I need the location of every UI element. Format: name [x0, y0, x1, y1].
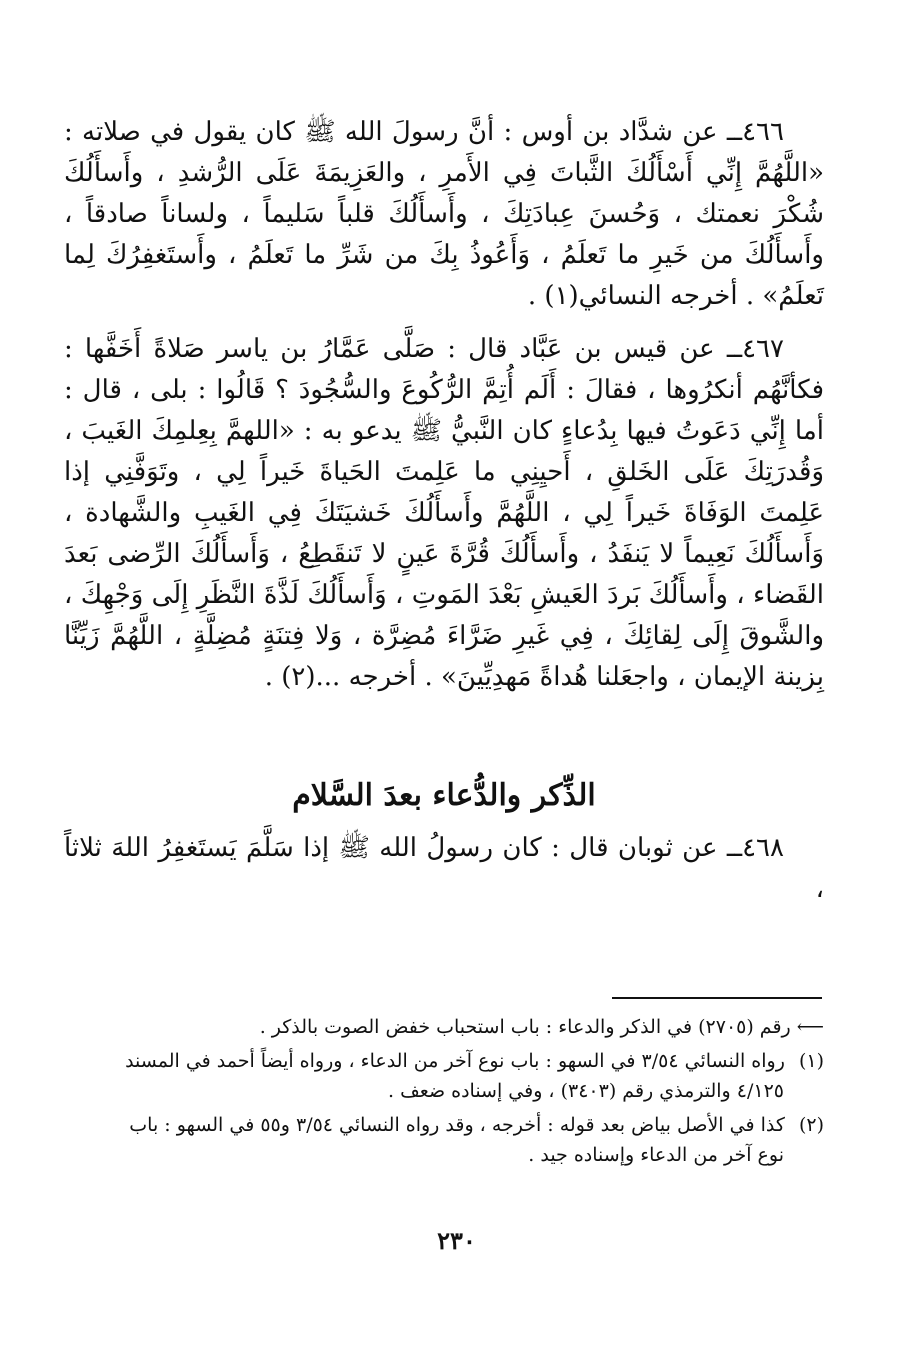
footnote-2-number: (٢) [798, 1114, 824, 1136]
page-body [64, 112, 824, 922]
hadith-466: ٤٦٦ــ عن شدَّاد بن أوس : أنَّ رسولَ الله ﷺ كان يقول في صلاته : «اللَّهُمَّ إِنِّي أَسْأَلُكَ الثَّباتَ فِي الأَمرِ ، والعَزِيمَةَ عَلَى الرُّشدِ ، وأَسأَلُكَ شُكْرَ نعمتك ، وَحُسنَ عِبادَتِكَ ، وأَسأَلُكَ قلباً سَليماً ، ولساناً صادقاً ، وأَسأَلُكَ من خَيرِ ما تَعلَمُ ، وَأَعُوذُ بِكَ من شَرِّ ما تَعلَمُ ، وأَستَغفِرُكَ لِما تَعلَمُ» . أخرجه النسائي(١) . [64, 117, 824, 311]
hadith-467: ٤٦٧ــ عن قيس بن عَبَّاد قال : صَلَّى عَمَّارُ بن ياسر صَلاةً أَخَفَّها : فكأنَّهُم أنكرُوها ، فقالَ : أَلَم أُتِمَّ الرُّكُوعَ والسُّجُودَ ؟ قَالُوا : بلى ، قال : أما إِنِّي دَعَوتُ فيها بِدُعاءٍ كان النَّبيُّ ﷺ يدعو به : «اللهمَّ بِعِلمِكَ الغَيبَ ، وَقُدرَتِكَ عَلَى الخَلقِ ، أَحيِنِي ما عَلِمتَ الحَياةَ خَيراً لِي ، وتَوَفَّنِي إذا عَلِمتَ الوَفَاةَ خَيراً لِي ، اللَّهُمَّ وأَسأَلُكَ خَشيَتَكَ فِي الغَيبِ والشَّهادة ، وَأَسأَلُكَ نَعِيماً لا يَنفَدُ ، وأَسأَلُكَ قُرَّةَ عَينٍ لا تَنقَطِعُ ، وَأَسأَلُكَ الرِّضى بَعدَ القَضاء ، وأَسأَلُكَ بَردَ العَيشِ بَعْدَ المَوتِ ، وَأَسأَلُكَ لَذَّةَ النَّظَرِ إِلَى وَجْهِكَ ، والشَّوقَ إِلَى لِقائِكَ ، فِي غَيرِ ضَرَّاءَ مُضِرَّة ، وَلا فِتنَةٍ مُضِلَّةٍ ، اللَّهُمَّ زَيِّنَّا بِزينة الإيمان ، واجعَلنا هُداةً مَهدِيِّينَ» . أخرجه ...(٢) . [64, 334, 824, 692]
footnotes [64, 1012, 824, 1174]
footnote-2-line-2: نوع آخر من الدعاء وإسناده جيد . [528, 1144, 784, 1166]
page-number: ٢٣٠ [437, 1226, 476, 1255]
footnote-1-line-1: رواه النسائي ٣/٥٤ في السهو : باب نوع آخر من الدعاء ، ورواه أيضاً أحمد في المسند [125, 1050, 785, 1072]
footnote-continuation: ⟵ رقم (٢٧٠٥) في الذكر والدعاء : باب استحباب خفض الصوت بالذكر . [259, 1016, 824, 1038]
footnote-2 [64, 1110, 824, 1170]
footnote-2-line-1: كذا في الأصل بياض بعد قوله : أخرجه ، وقد رواه النسائي ٣/٥٤ و٥٥ في السهو : باب [129, 1114, 785, 1136]
footnote-1-line-2: ٤/١٢٥ والترمذي رقم (٣٤٠٣) ، وفي إسناده ضعف . [388, 1080, 784, 1102]
footnote-1 [64, 1046, 824, 1106]
footnote-divider [612, 997, 822, 999]
section-title: الذِّكر والدُّعاء بعدَ السَّلام [292, 778, 596, 813]
footnote-1-number: (١) [798, 1050, 824, 1072]
hadith-468: ٤٦٨ــ عن ثوبان قال : كان رسولُ الله ﷺ إذا سَلَّمَ يَستَغفِرُ اللهَ ثلاثاً ، [64, 833, 824, 904]
